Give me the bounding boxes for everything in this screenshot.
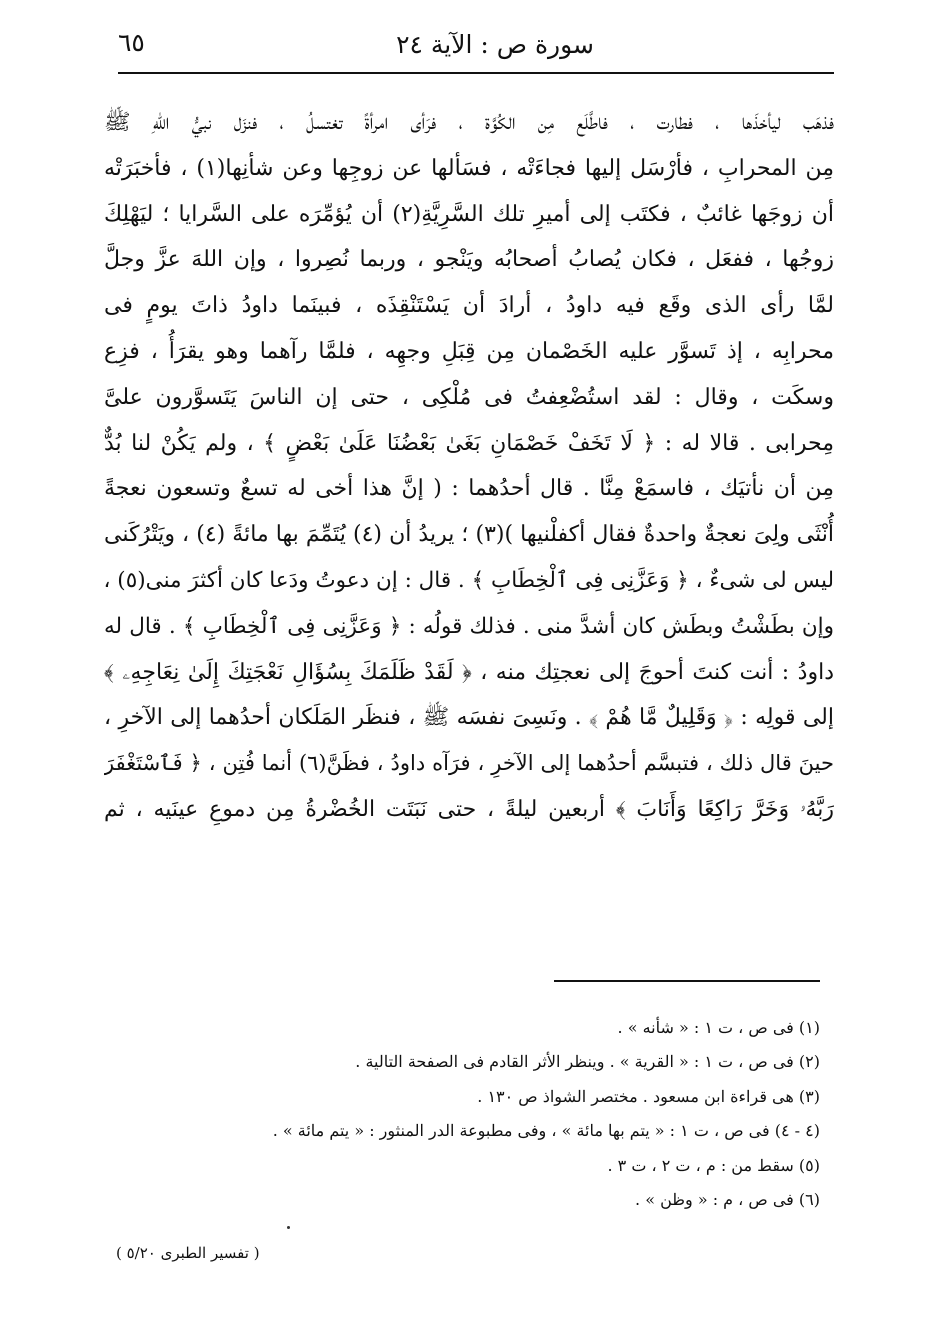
text-line: مِحرابى . قالا له : ﴿ لَا تَخَفْ خَصْمَانِ بَغَىٰ بَعْضُنَا عَلَىٰ بَعْضٍ ﴾ ، ولم يَكُنْ لنا بُدٌّ	[104, 430, 834, 456]
footnote: (٢) فى ص ، ت ١ : « القرية » . وينظر الأثر القادم فى الصفحة التالية .	[355, 1052, 820, 1072]
header-divider	[118, 72, 834, 74]
footnote: (٥) سقط من : م ، ت ٢ ، ت ٣ .	[607, 1155, 820, 1175]
text-line: مِن المحرابِ ، فأرْسَل إليها فجاءَتْه ، فسَألها عن زوجِها وعن شأنِها(١) ، فأخبَرَتْه	[104, 155, 834, 181]
text-line: وسكَت ، وقال : لقد استُضْعِفتُ فى مُلْكِى ، حتى إن الناسَ يَتَسوَّرون علىَّ	[104, 384, 834, 410]
text-line: حينَ قال ذلك ، فتبسَّم أحدُهما إلى الآخرِ ، فرَآه داودُ ، فظَنَّ(٦) أنما فُتِن ، ﴿ فَٱسْتَغْفَرَ	[104, 751, 834, 776]
text-line: إلى قولِه : ﴿ وَقَلِيلٌ مَّا هُمْ ﴾ . ونَسِىَ نفسَه ﷺ ، فنظَر المَلَكان أحدُهما إلى الآخرِ ،	[104, 705, 834, 731]
text-line: وإن بطَشْتُ وبطَش كان أشدَّ منى . فذلك قولُه : ﴿ وَعَزَّنِى فِى ٱلْخِطَابِ ﴾ . قال له	[104, 613, 834, 639]
text-line: أن زوجَها غائبٌ ، فكتَب إلى أميرِ تلك السَّرِيَّةِ(٢) أن يُؤمِّرَه على السَّرايا ؛ ليَهْلِكَ	[104, 201, 834, 227]
running-title: سورة ص : الآية ٢٤	[396, 30, 594, 59]
text-line: لمَّا رأى الذى وقَع فيه داودُ ، أرادَ أن يَسْتَنْقِذَه ، فبينَما داودُ ذاتَ يومٍ فى	[104, 293, 834, 319]
footnote: (١) فى ص ، ت ١ : « شأنه » .	[617, 1018, 820, 1037]
print-speck	[287, 1226, 290, 1229]
footnotes	[100, 1011, 820, 1217]
text-line: أُنْثَى ولِىَ نعجةٌ واحدةٌ فقال أكفلْنيها )(٣) ؛ يريدُ أن (٤) يُتَمِّمَ بها مائةً (٤) ، ويَتْرُكَنى	[104, 522, 834, 548]
volume-reference: ( تفسير الطبرى ٥/٢٠ )	[116, 1244, 260, 1262]
text-line: فذهَب ليأخذَها ، فطارت ، فاطَّلَع مِن الكُوَّة ، فرَأى امرأةً تغتسلُ ، فنزَل نبيُّ اللهِ ﷺ	[104, 110, 834, 135]
footnote: (٣) هى قراءة ابن مسعود . مختصر الشواذ ص ١٣٠ .	[477, 1086, 820, 1106]
text-line: داودُ : أنت كنتَ أحوجَ إلى نعجتِك منه ، ﴿ لَقَدْ ظَلَمَكَ بِسُؤَالِ نَعْجَتِكَ إِلَىٰ نِعَاجِهِۦ ﴾	[104, 659, 834, 685]
main-text	[104, 100, 834, 833]
footnote: (٦) فى ص ، م : « وظن » .	[635, 1189, 820, 1209]
footnote-divider	[554, 980, 820, 982]
text-line: زوجُها ، ففعَل ، فكان يُصابُ أصحابُه ويَنْجو ، وربما نُصِروا ، وإن اللهَ عزَّ وجلَّ	[104, 247, 834, 273]
text-line: ليس لى شىءٌ ، ﴿ وَعَزَّنِى فِى ٱلْخِطَابِ ﴾ . قال : إن دعوتُ ودَعا كان أكثرَ منى(٥) ،	[104, 567, 834, 593]
text-line: محرابِه ، إذ تَسوَّر عليه الخَصْمان مِن قِبَلِ وجهِه ، فلمَّا رآهما وهو يقرَأُ ، فزِع	[104, 338, 834, 364]
text-line: مِن أن نأتيَك ، فاسمَعْ مِنَّا . قال أحدُهما : ( إنَّ هذا أخى له تسعٌ وتسعون نعجةً	[104, 476, 834, 502]
page-number: ٦٥	[118, 28, 145, 57]
footnote: (٤ - ٤) فى ص ، ت ١ : « يتم بها مائة » ، وفى مطبوعة الدر المنثور : « يتم مائة » .	[272, 1121, 820, 1141]
page-header	[118, 26, 834, 70]
text-line: رَبَّهُۥ وَخَرَّ رَاكِعًا وَأَنَابَ ﴾ أربعين ليلةً ، حتى نَبَتَت الخُضْرةُ مِن دموعِ عينَيه ، ثم	[104, 796, 834, 822]
